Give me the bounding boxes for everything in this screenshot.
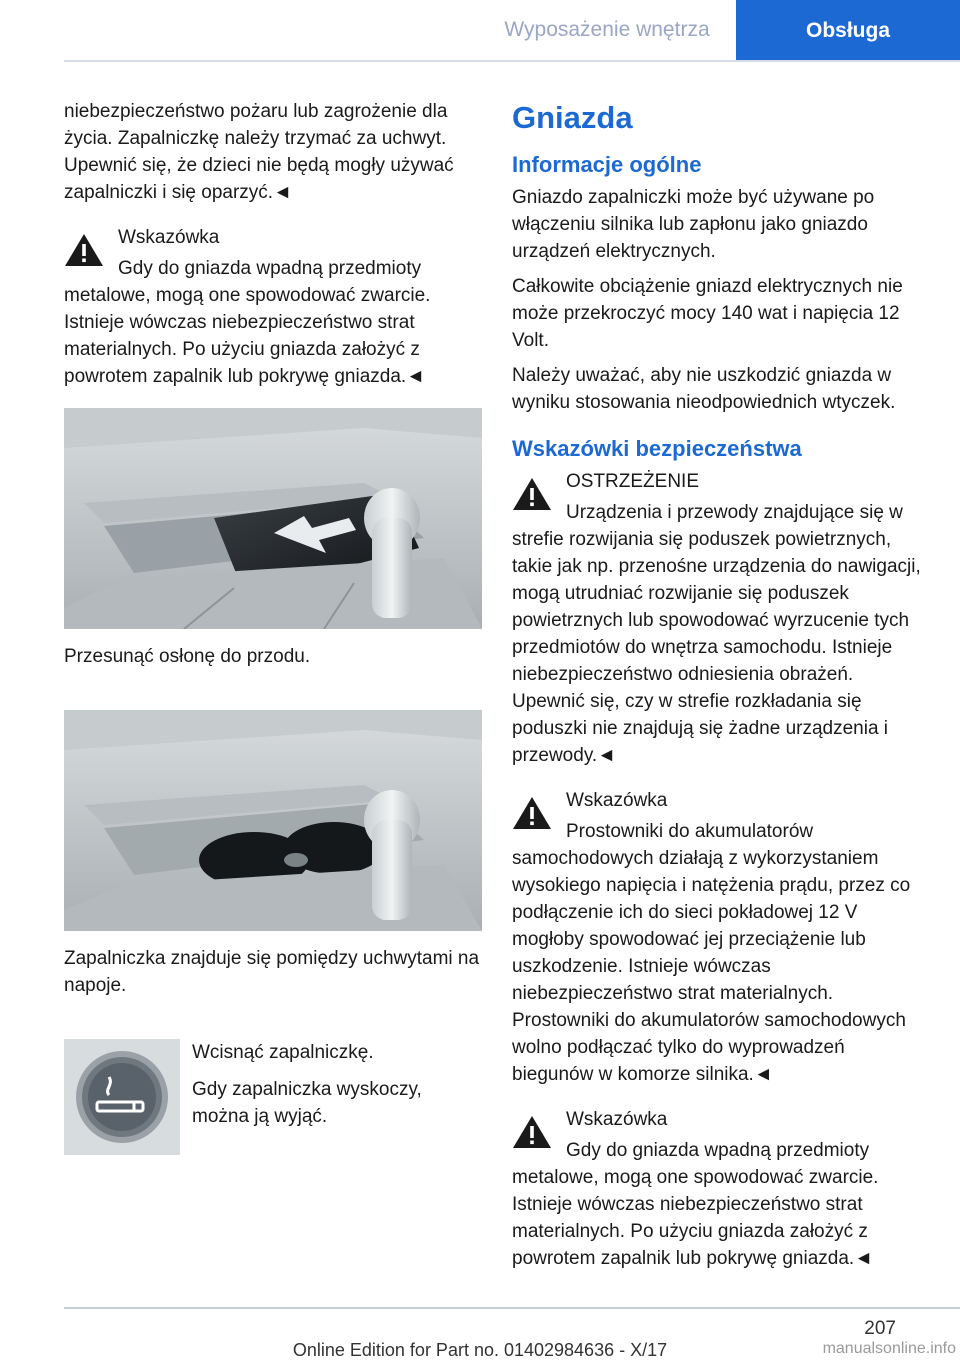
warning-triangle-icon [64, 232, 104, 268]
general-heading: Informacje ogólne [512, 152, 702, 177]
intro-paragraph: niebezpieczeństwo pożaru lub zagrożenie dla życia. Zapalniczkę należy trzymać za uchwyt. Upewnić się, że dzieci nie będą mogły używać zapalniczki i się oparzyć.◄ [64, 101, 454, 203]
note-title: Wskazówka [118, 227, 220, 248]
cupholder-lighter-image [64, 710, 482, 931]
warning-triangle-icon [512, 1114, 552, 1150]
footer-divider [64, 1307, 960, 1309]
note-block-left [64, 224, 482, 390]
right-column [512, 98, 930, 1290]
caption-lighter-location: Zapalniczka znajduje się pomiędzy uchwytami na napoje. [64, 948, 480, 996]
general-paragraph-3: Należy uważać, aby nie uszkodzić gniazda w wyniku stosowania nieodpowiednich wtyczek. [512, 365, 896, 413]
left-column [64, 98, 482, 1157]
page-title: Gniazda [512, 100, 633, 135]
caption-slide-cover: Przesunąć osłonę do przodu. [64, 646, 311, 667]
page-number: 207 [864, 1318, 896, 1339]
general-paragraph-2: Całkowite obciążenie gniazd elektrycznych nie może przekroczyć mocy 140 wat i napięcia 12 Volt. [512, 276, 903, 351]
note-block-chargers [512, 787, 930, 1088]
warning-block [512, 468, 930, 769]
cigarette-lighter-icon [64, 1039, 180, 1155]
warning-triangle-icon [512, 476, 552, 512]
general-paragraph-1: Gniazdo zapalniczki może być używane po włączeniu silnika lub zapłonu jako gniazdo urządzeń elektrycznych. [512, 187, 875, 262]
note-text: Gdy do gniazda wpadną przedmioty metalowe, mogą one spowodować zwarcie. Istnieje wówczas niebezpieczeństwo strat materialnych. Po użyciu gniazda założyć z powrotem zapalnik lub pokrywę gniazda.◄ [64, 258, 431, 387]
press-lighter-text: Wcisnąć zapalniczkę. [192, 1042, 374, 1063]
header-section-label: Wyposażenie wnętrza [504, 18, 710, 41]
lighter-instructions [64, 1039, 482, 1157]
watermark: manualsonline.info [822, 1340, 956, 1357]
note-text: Gdy do gniazda wpadną przedmioty metalowe, mogą one spowodować zwarcie. Istnieje wówczas niebezpieczeństwo strat materialnych. Po użyciu gniazda założyć z powrotem zapalnik lub pokrywę gniazda.◄ [512, 1140, 879, 1269]
warning-triangle-icon [512, 795, 552, 831]
console-cover-image [64, 408, 482, 629]
header-tab-obsluga[interactable]: Obsługa [736, 0, 960, 62]
remove-lighter-text: Gdy zapalniczka wyskoczy, można ją wyjąć. [192, 1079, 422, 1127]
note-title: Wskazówka [566, 1109, 668, 1130]
edition-line: Online Edition for Part no. 01402984636 - X/17 [292, 1340, 668, 1360]
header-divider [64, 60, 960, 62]
note-text: Prostowniki do akumulatorów samochodowych działają z wykorzystaniem wysokiego napięcia i natężenia prądu, przez co podłączenie ich do sieci pokładowej 12 V mogłoby spowodować jej przeciążenie lub uszkodzenie. Istnieje wówczas niebezpieczeństwo strat materialnych. Prostowniki do akumulatorów samochodowych wolno podłączać tylko do wyprowadzeń biegunów w komorze silnika.◄ [512, 821, 911, 1085]
warning-text: Urządzenia i przewody znajdujące się w strefie rozwijania się poduszek powietrznych, takie jak np. przenośne urządzenia do nawigacji, mogą utrudniać rozwijanie się poduszek powietrznych lub spowodować wyrzucenie tych przedmiotów do wnętrza samochodu. Istnieje niebezpieczeństwo odniesienia obrażeń. Upewnić się, czy w strefie rozkładania się poduszki nie znajdują się żadne urządzenia i przewody.◄ [512, 502, 921, 766]
safety-heading: Wskazówki bezpieczeństwa [512, 436, 802, 461]
note-title: Wskazówka [566, 790, 668, 811]
warning-title: OSTRZEŻENIE [566, 471, 700, 492]
note-block-metal-objects [512, 1106, 930, 1272]
